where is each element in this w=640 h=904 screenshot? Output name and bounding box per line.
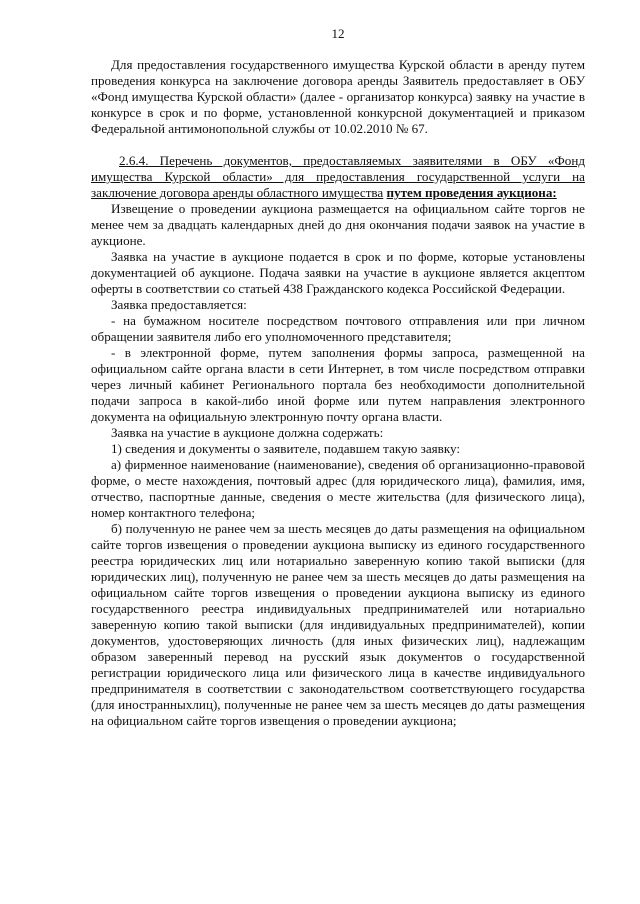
section-heading-bold: путем проведения аукциона: [386,185,557,200]
intro-paragraph: Для предоставления государственного имущества Курской области в аренду путем проведения конкурса на заключение договора аренды Заявитель предоставляет в ОБУ «Фонд имущества Курской области» (далее - организатор конкурса) заявку на участие в конкурсе в срок и по форме, установленной конкурсной документацией и приказом Федеральной антимонопольной службы от 10.02.2010 № 67. [91,57,585,136]
application-terms-paragraph: Заявка на участие в аукционе подается в срок и по форме, которые установлены документацией об аукционе. Подача заявки на участие в аукционе является акцептом оферты в соответствии со статьей 438 Гражданского кодекса Российской Федерации. [91,249,585,296]
auction-notice-paragraph: Извещение о проведении аукциона размещается на официальном сайте торгов не менее чем за двадцать календарных дней до дня окончания подачи заявок на участие в аукционе. [91,201,585,248]
application-contents-line: Заявка на участие в аукционе должна содержать: [111,425,384,440]
subitem-a: а) фирменное наименование (наименование), сведения об организационно-правовой форме, о месте нахождения, почтовый адрес (для юридического лица), фамилия, имя, отчество, паспортные данные, сведения о месте жительства (для физического лица), номер контактного телефона; [91,457,585,520]
paragraph-gap [91,137,585,153]
section-heading [91,153,585,201]
paper-submission-item: - на бумажном носителе посредством почтового отправления или при личном обращении заявителя либо его уполномоченного представителя; [91,313,585,344]
application-submitted-line: Заявка предоставляется: [111,297,247,312]
applicant-info-item: 1) сведения и документы о заявителе, подавшем такую заявку: [111,441,461,456]
page-number: 12 [331,26,345,41]
subitem-b: б) полученную не ранее чем за шесть месяцев до даты размещения на официальном сайте торгов извещения о проведении аукциона выписку из единого государственного реестра юридических лиц или нотариально заверенную копию такой выписки (для юридических лиц), полученную не ранее чем за шесть месяцев до даты размещения на официальном сайте торгов извещения о проведении аукциона выписку из единого государственного реестра индивидуальных предпринимателей или нотариально заверенную копию такой выписки (для индивидуальных предпринимателей), копии документов, удостоверяющих личность (для иных физических лиц), надлежащим образом заверенный перевод на русский язык документов о государственной регистрации юридического лица или физического лица в качестве индивидуального предпринимателя в соответствии с законодательством соответствующего государства (для иностранныхлиц), полученные не ранее чем за шесть месяцев до даты размещения на официальном сайте торгов извещения о проведении аукциона; [91,521,585,728]
document-page [91,26,585,729]
electronic-submission-item: - в электронной форме, путем заполнения формы запроса, размещенной на официальном сайте органа власти в сети Интернет, в том числе посредством отправки через личный кабинет Регионального портала без необходимости дополнительной подачи запроса в какой-либо иной форме или путем направления электронного документа на официальную электронную почту органа власти. [91,345,585,424]
section-heading-underlined: 2.6.4. Перечень документов, предоставляемых заявителями в ОБУ «Фонд имущества Курской области» для предоставления государственной услуги на заключение договора аренды областного имущества [91,153,585,200]
